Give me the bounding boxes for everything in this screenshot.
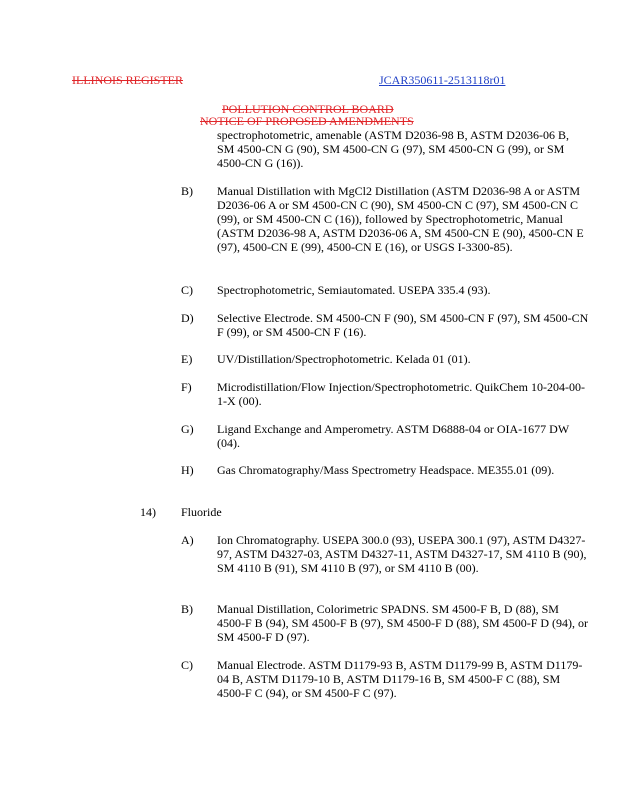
section-number: 14) xyxy=(140,505,156,519)
item-letter: A) xyxy=(181,533,194,547)
item-text: UV/Distillation/Spectrophotometric. Kelada 01 (01). xyxy=(217,352,471,366)
item-text: Ligand Exchange and Amperometry. ASTM D6888-04 or OIA-1677 DW (04). xyxy=(217,422,569,450)
notice-title: NOTICE OF PROPOSED AMENDMENTS xyxy=(200,114,414,128)
item-text: Manual Distillation, Colorimetric SPADNS. SM 4500-F B, D (88), SM 4500-F B (94), SM 4500-F B (97), SM 4500-F D (88), SM 4500-F D (94), or SM 4500-F D (97). xyxy=(217,602,589,644)
board-title: POLLUTION CONTROL BOARD xyxy=(222,102,394,116)
item-text: Manual Distillation with MgCl2 Distillation (ASTM D2036-98 A or ASTM D2036-06 A or SM 4500-CN C (90), SM 4500-CN C (97), SM 4500-CN C (99), or SM 4500-CN C (16)), followed by Spectrophotometric, Manual (ASTM D2036-98 A, ASTM D2036-06 A, SM 4500-CN E (90), 4500-CN E (97), 4500-CN E (99), 4500-CN E (16), or USGS I-3300-85). xyxy=(217,184,584,254)
item-letter: C) xyxy=(181,283,193,297)
item-text: Microdistillation/Flow Injection/Spectrophotometric. QuikChem 10-204-00-1-X (00). xyxy=(217,380,585,408)
item-text: Selective Electrode. SM 4500-CN F (90), SM 4500-CN F (97), SM 4500-CN F (99), or SM 4500-CN F (16). xyxy=(217,311,589,339)
section-title: Fluoride xyxy=(181,505,222,519)
item-text: Ion Chromatography. USEPA 300.0 (93), USEPA 300.1 (97), ASTM D4327-97, ASTM D4327-03, ASTM D4327-11, ASTM D4327-17, SM 4110 B (90), SM 4110 B (91), SM 4110 B (97), or SM 4110 B (00). xyxy=(217,533,587,575)
item-letter: C) xyxy=(181,658,193,672)
item-letter: D) xyxy=(181,311,194,325)
item-letter: G) xyxy=(181,422,194,436)
item-letter: E) xyxy=(181,352,193,366)
document-id-link[interactable]: JCAR350611-2513118r01 xyxy=(379,73,506,87)
item-letter: H) xyxy=(181,463,194,477)
register-title: ILLINOIS REGISTER xyxy=(72,73,183,87)
item-text: Gas Chromatography/Mass Spectrometry Headspace. ME355.01 (09). xyxy=(217,463,555,477)
item-text: Manual Electrode. ASTM D1179-93 B, ASTM D1179-99 B, ASTM D1179-04 B, ASTM D1179-10 B, ASTM D1179-16 B, SM 4500-F C (88), SM 4500-F C (94), or SM 4500-F C (97). xyxy=(217,658,583,700)
item-letter: B) xyxy=(181,184,193,198)
item-letter: F) xyxy=(181,380,192,394)
item-letter: B) xyxy=(181,602,193,616)
continuation-text: spectrophotometric, amenable (ASTM D2036-98 B, ASTM D2036-06 B, SM 4500-CN G (90), SM 4500-CN G (97), SM 4500-CN G (99), or SM 4500-CN G (16)). xyxy=(217,128,569,170)
item-text: Spectrophotometric, Semiautomated. USEPA 335.4 (93). xyxy=(217,283,491,297)
